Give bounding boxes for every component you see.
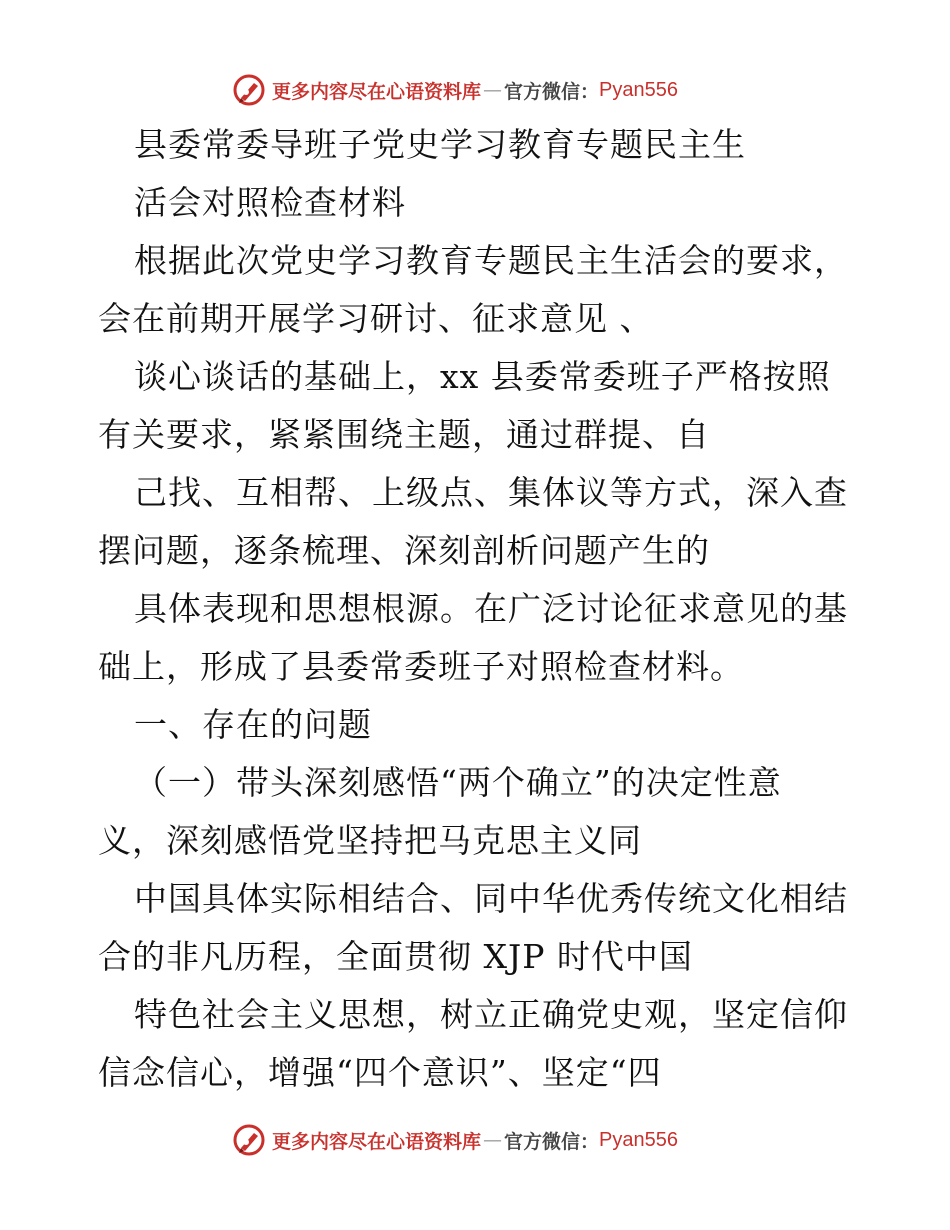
- paragraph-line: 础上，形成了县委常委班子对照检查材料。: [98, 647, 744, 686]
- watermark-wechat-id: Pyan556: [599, 78, 678, 101]
- watermark-wechat-id: Pyan556: [599, 1128, 678, 1151]
- paragraph-line: 有关要求，紧紧围绕主题，通过群提、自: [98, 415, 710, 454]
- paragraph-line: 根据此次党史学习教育专题民主生活会的要求，: [134, 241, 848, 280]
- paragraph-line: 具体表现和思想根源。在广泛讨论征求意见的基: [134, 589, 848, 628]
- paragraph-line: 合的非凡历程，全面贯彻 XJP 时代中国: [98, 937, 693, 976]
- watermark-banner-top: [232, 72, 732, 108]
- paragraph-line: 义，深刻感悟党坚持把马克思主义同: [98, 821, 642, 860]
- watermark-wechat-label: 官方微信：: [504, 1130, 600, 1153]
- pen-logo-icon: [232, 73, 266, 107]
- paragraph-line: 摆问题，逐条梳理、深刻剖析问题产生的: [98, 531, 710, 570]
- watermark-text: 更多内容尽在心语资料库: [272, 80, 482, 103]
- paragraph-line: 谈心谈话的基础上，xx 县委常委班子严格按照: [134, 357, 831, 396]
- paragraph-line: 己找、互相帮、上级点、集体议等方式，深入查: [134, 473, 848, 512]
- title-line-2: 活会对照检查材料: [134, 183, 406, 222]
- subsection-heading-line: （一）带头深刻感悟“两个确立”的决定性意: [134, 763, 782, 802]
- pen-logo-icon: [232, 1123, 266, 1157]
- section-heading: 一、存在的问题: [134, 705, 372, 744]
- watermark-wechat-label: 官方微信：: [504, 80, 600, 103]
- watermark-separator: —: [483, 1129, 503, 1151]
- watermark-banner-bottom: [232, 1122, 732, 1158]
- paragraph-line: 中国具体实际相结合、同中华优秀传统文化相结: [134, 879, 848, 918]
- watermark-separator: —: [483, 79, 503, 101]
- paragraph-line: 特色社会主义思想，树立正确党史观，坚定信仰: [134, 995, 848, 1034]
- watermark-text: 更多内容尽在心语资料库: [272, 1130, 482, 1153]
- title-line-1: 县委常委导班子党史学习教育专题民主生: [134, 125, 746, 164]
- paragraph-line: 会在前期开展学习研讨、征求意见 、: [98, 299, 654, 338]
- paragraph-line: 信念信心，增强“四个意识”、坚定“四: [98, 1053, 662, 1092]
